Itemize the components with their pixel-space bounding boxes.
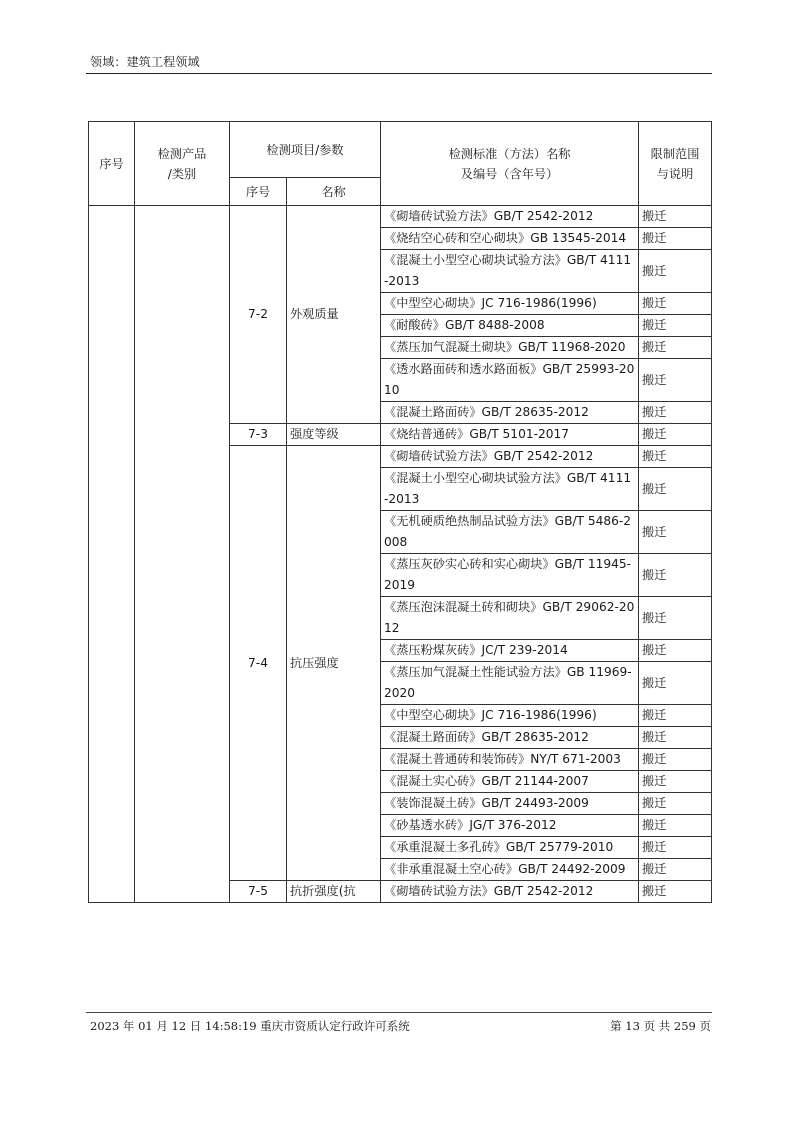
limit-cell: 搬迁 [639,837,712,859]
standard-cell: 《烧结普通砖》GB/T 5101-2017 [381,424,639,446]
header-divider [86,73,712,74]
col-limit-header: 限制范围 与说明 [639,122,712,206]
limit-cell: 搬迁 [639,705,712,727]
col-product-header: 检测产品 /类别 [135,122,230,206]
product-seq-cell [89,206,135,903]
table-header [89,122,712,206]
limit-cell: 搬迁 [639,402,712,424]
standard-cell: 《中型空心砌块》JC 716-1986(1996) [381,705,639,727]
col-standard-header: 检测标准（方法）名称 及编号（含年号） [381,122,639,206]
standard-cell: 《混凝土路面砖》GB/T 28635-2012 [381,402,639,424]
limit-cell: 搬迁 [639,315,712,337]
col-item-seq-header: 序号 [230,178,287,206]
limit-cell: 搬迁 [639,359,712,402]
standard-cell: 《无机硬质绝热制品试验方法》GB/T 5486-2008 [381,511,639,554]
standard-cell: 《混凝土小型空心砌块试验方法》GB/T 4111-2013 [381,468,639,511]
standard-cell: 《蒸压泡沫混凝土砖和砌块》GB/T 29062-2012 [381,597,639,640]
limit-cell: 搬迁 [639,468,712,511]
standard-cell: 《蒸压加气混凝土砌块》GB/T 11968-2020 [381,337,639,359]
limit-cell: 搬迁 [639,727,712,749]
footer-timestamp: 2023 年 01 月 12 日 14:58:19 重庆市资质认定行政许可系统 [90,1019,410,1033]
col-item-header: 检测项目/参数 [230,122,381,178]
standard-cell: 《耐酸砖》GB/T 8488-2008 [381,315,639,337]
standard-cell: 《混凝土普通砖和装饰砖》NY/T 671-2003 [381,749,639,771]
item-seq-cell: 7-5 [230,881,287,903]
limit-cell: 搬迁 [639,424,712,446]
standard-cell: 《混凝土实心砖》GB/T 21144-2007 [381,771,639,793]
item-seq-cell: 7-4 [230,446,287,881]
standard-cell: 《砌墙砖试验方法》GB/T 2542-2012 [381,446,639,468]
limit-cell: 搬迁 [639,749,712,771]
col-item-name-header: 名称 [287,178,381,206]
item-name-cell: 抗折强度(抗 [287,881,381,903]
standard-cell: 《承重混凝土多孔砖》GB/T 25779-2010 [381,837,639,859]
domain-label: 领域：建筑工程领域 [90,55,200,69]
standard-cell: 《非承重混凝土空心砖》GB/T 24492-2009 [381,859,639,881]
standard-cell: 《混凝土路面砖》GB/T 28635-2012 [381,727,639,749]
table-body [89,206,712,903]
limit-cell: 搬迁 [639,250,712,293]
footer-divider [86,1012,712,1013]
limit-cell: 搬迁 [639,662,712,705]
limit-cell: 搬迁 [639,793,712,815]
limit-cell: 搬迁 [639,597,712,640]
limit-cell: 搬迁 [639,206,712,228]
standard-cell: 《中型空心砌块》JC 716-1986(1996) [381,293,639,315]
item-name-cell: 外观质量 [287,206,381,424]
limit-cell: 搬迁 [639,859,712,881]
standard-cell: 《蒸压粉煤灰砖》JC/T 239-2014 [381,640,639,662]
table-row [89,206,712,228]
limit-cell: 搬迁 [639,640,712,662]
standard-cell: 《装饰混凝土砖》GB/T 24493-2009 [381,793,639,815]
limit-cell: 搬迁 [639,293,712,315]
standard-cell: 《混凝土小型空心砌块试验方法》GB/T 4111-2013 [381,250,639,293]
standard-cell: 《烧结空心砖和空心砌块》GB 13545-2014 [381,228,639,250]
limit-cell: 搬迁 [639,511,712,554]
col-seq-header: 序号 [89,122,135,206]
limit-cell: 搬迁 [639,771,712,793]
limit-cell: 搬迁 [639,446,712,468]
item-name-cell: 抗压强度 [287,446,381,881]
standard-cell: 《蒸压灰砂实心砖和实心砌块》GB/T 11945-2019 [381,554,639,597]
limit-cell: 搬迁 [639,337,712,359]
limit-cell: 搬迁 [639,815,712,837]
limit-cell: 搬迁 [639,554,712,597]
footer-page-number: 第 13 页 共 259 页 [610,1019,711,1033]
limit-cell: 搬迁 [639,228,712,250]
limit-cell: 搬迁 [639,881,712,903]
standard-cell: 《蒸压加气混凝土性能试验方法》GB 11969-2020 [381,662,639,705]
inspection-table [88,121,712,903]
product-category-cell [135,206,230,903]
item-seq-cell: 7-2 [230,206,287,424]
item-name-cell: 强度等级 [287,424,381,446]
item-seq-cell: 7-3 [230,424,287,446]
standard-cell: 《砌墙砖试验方法》GB/T 2542-2012 [381,206,639,228]
standard-cell: 《砂基透水砖》JG/T 376-2012 [381,815,639,837]
standard-cell: 《透水路面砖和透水路面板》GB/T 25993-2010 [381,359,639,402]
standard-cell: 《砌墙砖试验方法》GB/T 2542-2012 [381,881,639,903]
